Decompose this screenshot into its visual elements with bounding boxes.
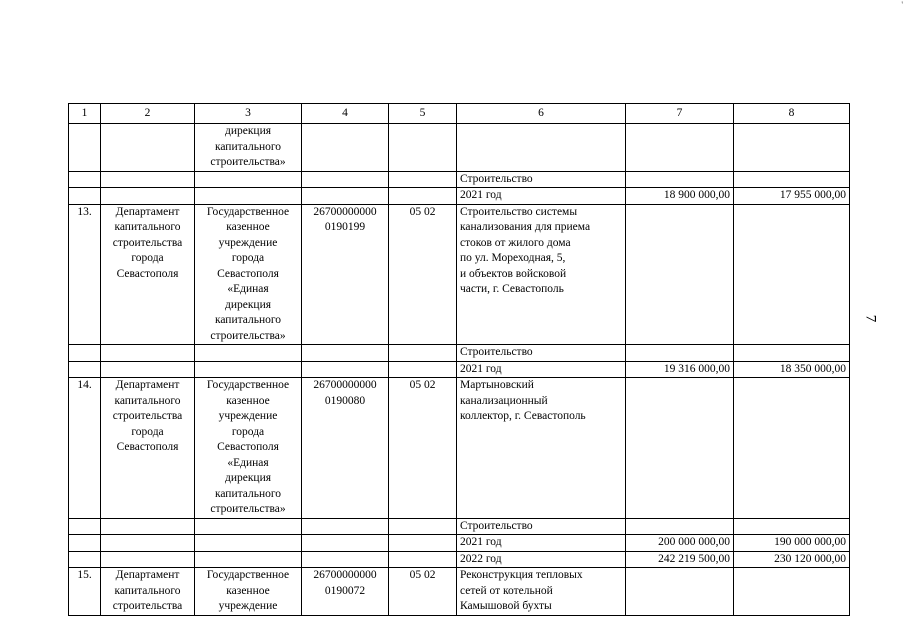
table-row <box>69 361 850 378</box>
header-cell: 6 <box>457 104 626 124</box>
header-cell: 4 <box>302 104 389 124</box>
header-cell: 3 <box>195 104 302 124</box>
row-number: 14. <box>69 378 101 519</box>
category-cell: Строительство <box>457 171 626 188</box>
amount-cell: 18 350 000,00 <box>734 361 850 378</box>
table-row <box>69 568 850 616</box>
section-cell: 05 02 <box>389 204 457 345</box>
header-cell: 1 <box>69 104 101 124</box>
code-cell: 26700000000 0190199 <box>302 204 389 345</box>
org-cell: Государственное казенное учреждение города Севастополя «Единая дирекция капитального строительства» <box>195 378 302 519</box>
table-row <box>69 551 850 568</box>
header-cell: 5 <box>389 104 457 124</box>
org-cell: Государственное казенное учреждение города Севастополя «Единая дирекция капитального строительства» <box>195 204 302 345</box>
amount-cell: 19 316 000,00 <box>626 361 734 378</box>
year-cell: 2022 год <box>457 551 626 568</box>
table-row <box>69 518 850 535</box>
code-cell: 26700000000 0190072 <box>302 568 389 616</box>
amount-cell: 17 955 000,00 <box>734 188 850 205</box>
table-row <box>69 345 850 362</box>
amount-cell: 200 000 000,00 <box>626 535 734 552</box>
header-cell: 2 <box>101 104 195 124</box>
description-cell: Мартыновский канализационный коллектор, г. Севастополь <box>457 378 626 519</box>
dept-cell: Департамент капитального строительства <box>101 568 195 616</box>
org-cell: Государственное казенное учреждение <box>195 568 302 616</box>
amount-cell: 242 219 500,00 <box>626 551 734 568</box>
dept-cell: Департамент капитального строительства города Севастополя <box>101 204 195 345</box>
header-row <box>69 104 850 124</box>
description-cell: Реконструкция тепловых сетей от котельной Камышовой бухты <box>457 568 626 616</box>
section-cell: 05 02 <box>389 378 457 519</box>
year-cell: 2021 год <box>457 361 626 378</box>
row-number: 15. <box>69 568 101 616</box>
org-cell: дирекция капитального строительства» <box>195 124 302 172</box>
row-number: 13. <box>69 204 101 345</box>
table-row <box>69 188 850 205</box>
amount-cell: 18 900 000,00 <box>626 188 734 205</box>
table-row <box>69 535 850 552</box>
funding-table <box>68 103 850 616</box>
year-cell: 2021 год <box>457 188 626 205</box>
amount-cell: 230 120 000,00 <box>734 551 850 568</box>
table-row <box>69 171 850 188</box>
category-cell: Строительство <box>457 518 626 535</box>
table-row <box>69 124 850 172</box>
table-row <box>69 378 850 519</box>
header-cell: 8 <box>734 104 850 124</box>
category-cell: Строительство <box>457 345 626 362</box>
table-row <box>69 204 850 345</box>
description-cell: Строительство системы канализования для приема стоков от жилого дома по ул. Мореходная, 5, и объектов войсковой части, г. Севастополь <box>457 204 626 345</box>
corner-mark: ' <box>901 0 903 10</box>
section-cell: 05 02 <box>389 568 457 616</box>
amount-cell: 190 000 000,00 <box>734 535 850 552</box>
page-number: 7 <box>862 314 879 323</box>
dept-cell: Департамент капитального строительства города Севастополя <box>101 378 195 519</box>
code-cell: 26700000000 0190080 <box>302 378 389 519</box>
year-cell: 2021 год <box>457 535 626 552</box>
header-cell: 7 <box>626 104 734 124</box>
